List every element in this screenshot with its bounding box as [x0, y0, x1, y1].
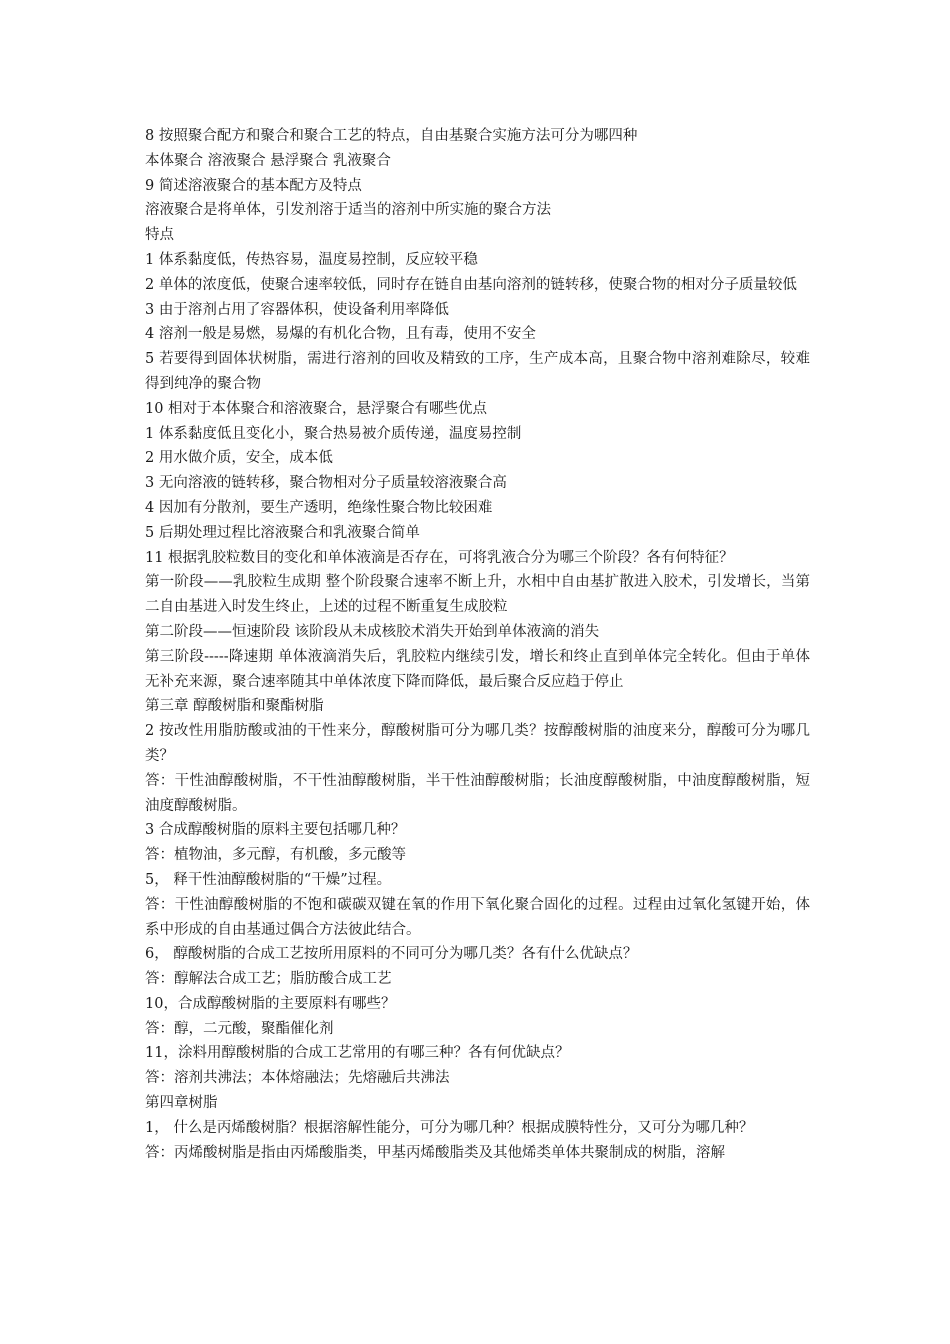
- text-line: 5 后期处理过程比溶液聚合和乳液聚合简单: [145, 524, 420, 541]
- section-question: 2 按改性用脂肪酸或油的干性来分，醇酸树脂可分为哪几类？按醇酸树脂的油度来分，醇酸可分为哪几类？: [145, 723, 810, 764]
- text-line: 2 用水做介质，安全，成本低: [145, 450, 333, 467]
- text-line: 1 体系黏度低且变化小，聚合热易被介质传递，温度易控制: [145, 425, 522, 442]
- answer-line: 答：醇，二元酸，聚酯催化剂: [145, 1020, 334, 1037]
- section-question: 10 相对于本体聚合和溶液聚合，悬浮聚合有哪些优点: [145, 400, 488, 417]
- text-line: 本体聚合 溶液聚合 悬浮聚合 乳液聚合: [145, 152, 391, 169]
- section-question: 1， 什么是丙烯酸树脂？根据溶解性能分，可分为哪几种？根据成膜特性分，又可分为哪几种？: [145, 1119, 754, 1136]
- text-line: 3 由于溶剂占用了容器体积，使设备利用率降低: [145, 301, 449, 318]
- answer-line: 答：溶剂共沸法；本体熔融法；先熔融后共沸法: [145, 1070, 450, 1087]
- answer-line: 答：干性油醇酸树脂的不饱和碳碳双键在氧的作用下氧化聚合固化的过程。过程由过氧化氢键开始，体系中形成的自由基通过偶合方法彼此结合。: [145, 896, 810, 938]
- text-line: 9 简述溶液聚合的基本配方及特点: [145, 177, 362, 194]
- answer-line: 答：植物油，多元醇，有机酸，多元酸等: [145, 847, 406, 864]
- text-line: 4 溶剂一般是易燃，易爆的有机化合物，且有毒，使用不安全: [145, 326, 536, 343]
- text-line: 特点: [145, 227, 174, 244]
- text-line: 3 无向溶液的链转移，聚合物相对分子质量较溶液聚合高: [145, 475, 507, 492]
- text-line: 1 体系黏度低，传热容易，温度易控制，反应较平稳: [145, 251, 478, 268]
- section-question: 5， 释干性油醇酸树脂的“干燥”过程。: [145, 871, 392, 888]
- text-line: 溶液聚合是将单体，引发剂溶于适当的溶剂中所实施的聚合方法: [145, 202, 551, 219]
- text-line: 第一阶段——乳胶粒生成期 整个阶段聚合速率不断上升，水相中自由基扩散进入胶术，引发增长，当第二自由基进入时发生终止，上述的过程不断重复生成胶粒: [145, 574, 810, 616]
- section-question: 6， 醇酸树脂的合成工艺按所用原料的不同可分为哪几类？各有什么优缺点？: [145, 946, 638, 963]
- text-line: 4 因加有分散剂，要生产透明，绝缘性聚合物比较困难: [145, 499, 493, 516]
- section-question: 11，涂料用醇酸树脂的合成工艺常用的有哪三种？各有何优缺点？: [145, 1045, 570, 1062]
- section-question: 10，合成醇酸树脂的主要原料有哪些？: [145, 995, 396, 1012]
- text-line: 2 单体的浓度低，使聚合速率较低，同时存在链自由基向溶剂的链转移，使聚合物的相对分子质量较低: [145, 276, 797, 293]
- text-line: 8 按照聚合配方和聚合和聚合工艺的特点，自由基聚合实施方法可分为哪四种: [145, 128, 638, 144]
- answer-line: 答：醇解法合成工艺；脂肪酸合成工艺: [145, 971, 392, 988]
- text-line: 第二阶段——恒速阶段 该阶段从未成核胶术消失开始到单体液滴的消失: [145, 623, 600, 640]
- chapter-heading: 第四章树脂: [145, 1095, 218, 1112]
- section-question: 3 合成醇酸树脂的原料主要包括哪几种？: [145, 822, 406, 839]
- answer-line: 答：丙烯酸树脂是指由丙烯酸脂类，甲基丙烯酸脂类及其他烯类单体共聚制成的树脂，溶解: [145, 1144, 725, 1161]
- text-line: 5 若要得到固体状树脂，需进行溶剂的回收及精致的工序，生产成本高，且聚合物中溶剂难除尽，较难得到纯净的聚合物: [145, 351, 810, 392]
- answer-line: 答：干性油醇酸树脂，不干性油醇酸树脂，半干性油醇酸树脂；长油度醇酸树脂，中油度醇酸树脂，短油度醇酸树脂。: [145, 772, 810, 814]
- text-line: 第三阶段-----降速期 单体液滴消失后，乳胶粒内继续引发，增长和终止直到单体完全转化。但由于单体无补充来源，聚合速率随其中单体浓度下降而降低，最后聚合反应趋于停止: [145, 648, 810, 690]
- section-question: 11 根据乳胶粒数目的变化和单体液滴是否存在，可将乳液合分为哪三个阶段？各有何特征？: [145, 549, 734, 566]
- document-body: [145, 124, 810, 1165]
- chapter-heading: 第三章 醇酸树脂和聚酯树脂: [145, 698, 324, 715]
